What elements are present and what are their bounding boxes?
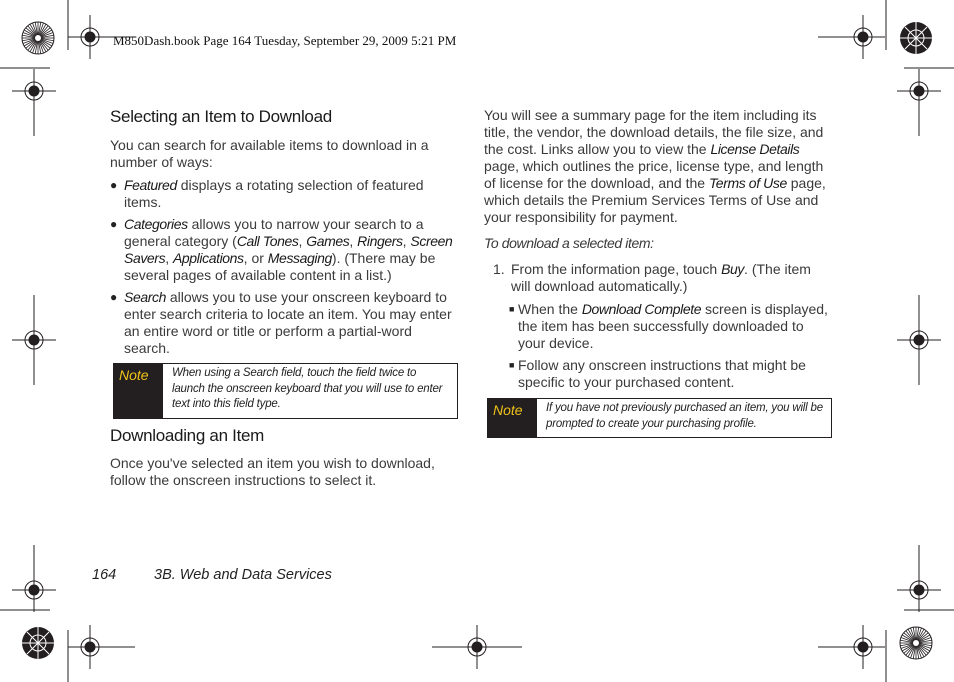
bullet-icon: ● xyxy=(110,217,118,231)
downloading-paragraph: Once you've selected an item you wish to download, follow the onscreen instructions to select it. xyxy=(110,455,435,488)
intro-paragraph: You can search for available items to download in a number of ways: xyxy=(110,137,429,170)
note-text: When using a Search field, touch the field twice to launch the onscreen keyboard that you will use to enter text into this field type. xyxy=(172,367,443,410)
term-categories: Categories xyxy=(124,216,188,232)
slug-line: M850Dash.book Page 164 Tuesday, September 29, 2009 5:21 PM xyxy=(113,33,457,48)
note-search-field xyxy=(113,363,458,419)
procedure-heading: To download a selected item: xyxy=(484,235,654,251)
note-label: Note xyxy=(114,364,163,418)
corner-target-top-right xyxy=(899,21,933,55)
bullet-search: ● Search allows you to use your onscreen keyboard to enter search criteria to locate an item. You may enter an entire word or title or perform a partial-word search. xyxy=(110,289,452,356)
step-1: From the information page, touch Buy. (The item will download automatically.) xyxy=(511,261,811,294)
step-number: 1. xyxy=(493,261,505,277)
term-download-complete: Download Complete xyxy=(581,301,702,317)
bullet-icon: ● xyxy=(110,290,118,304)
corner-target-bottom-right xyxy=(899,626,933,660)
corner-target-bottom-left xyxy=(21,626,55,660)
note-label: Note xyxy=(488,399,537,437)
square-bullet-icon: ■ xyxy=(509,304,515,314)
square-bullet-icon: ■ xyxy=(509,360,515,370)
bullet-categories: ● Categories allows you to narrow your search to a general category (Call Tones, Games, Ringers, Screen Savers, Applications, or Messaging). (There may be several pages of available content in a list.) xyxy=(110,216,453,283)
section-heading-selecting: Selecting an Item to Download xyxy=(110,107,332,126)
bullet-featured: ● Featured displays a rotating selection of featured items. xyxy=(110,177,424,210)
term-featured: Featured xyxy=(124,177,177,193)
term-buy: Buy xyxy=(721,261,745,277)
page-number: 164 xyxy=(92,567,117,583)
note-text: If you have not previously purchased an item, you will be prompted to create your purchasing profile. xyxy=(546,402,823,430)
term-terms-of-use: Terms of Use xyxy=(708,175,787,191)
summary-paragraph: You will see a summary page for the item including its title, the vendor, the download details, the file size, and the cost. Links allow you to view the License Details page, which outlines the price, license type, and length of license for the download, and the Terms of Use page, which details the Premium Services Terms of Use and your responsibility for payment. xyxy=(484,107,826,225)
sub-bullet-follow-instructions: ■ Follow any onscreen instructions that might be specific to your purchased content. xyxy=(509,357,806,390)
note-purchasing-profile xyxy=(487,398,832,438)
term-license-details: License Details xyxy=(710,141,800,157)
section-heading-downloading: Downloading an Item xyxy=(110,426,265,445)
bullet-icon: ● xyxy=(110,178,118,192)
corner-target-top-left xyxy=(21,21,55,55)
section-title-footer: 3B. Web and Data Services xyxy=(154,567,332,583)
sub-bullet-download-complete: ■ When the Download Complete screen is displayed, the item has been successfully downloaded to your device. xyxy=(509,301,828,351)
term-search: Search xyxy=(124,289,166,305)
